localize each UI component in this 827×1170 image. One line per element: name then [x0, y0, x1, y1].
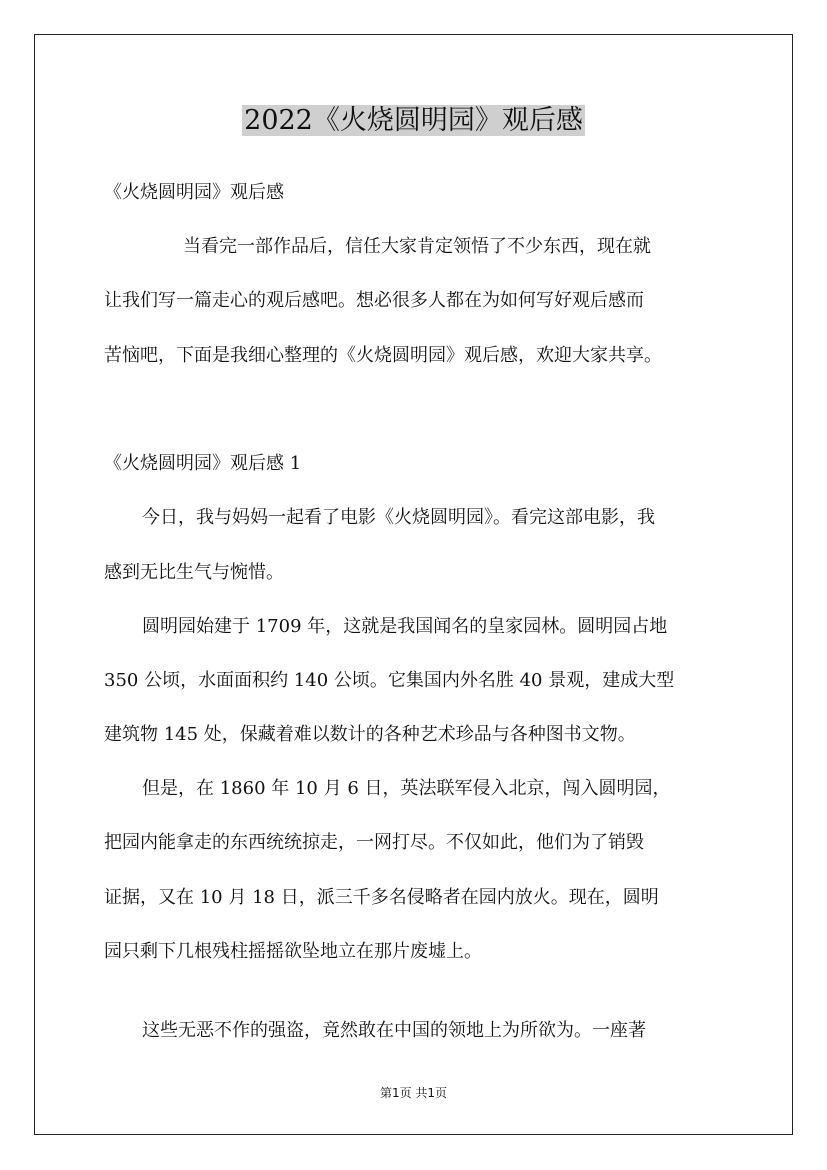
subtitle-line: 《火烧圆明园》观后感: [104, 182, 284, 203]
paragraph-line: 350 公顷，水面面积约 140 公顷。它集国内外名胜 40 景观，建成大型: [104, 670, 675, 691]
page-footer: 第1页 共1页: [379, 1086, 448, 1100]
section-heading: 《火烧圆明园》观后感 1: [104, 453, 302, 474]
paragraph-line: 让我们写一篇走心的观后感吧。想必很多人都在为如何写好观后感而: [104, 290, 644, 311]
paragraph-line: 苦恼吧，下面是我细心整理的《火烧圆明园》观后感，欢迎大家共享。: [104, 345, 662, 366]
paragraph-line: 圆明园始建于 1709 年，这就是我国闻名的皇家园林。圆明园占地: [142, 616, 668, 637]
paragraph-line: 这些无恶不作的强盗，竟然敢在中国的领地上为所欲为。一座著: [142, 1020, 646, 1041]
document-title-text: 2022《火烧圆明园》观后感: [244, 105, 583, 136]
paragraph-line: 证据，又在 10 月 18 日，派三千多名侵略者在园内放火。现在，圆明: [104, 887, 659, 908]
paragraph-line: 感到无比生气与惋惜。: [104, 562, 284, 583]
paragraph-line: 但是，在 1860 年 10 月 6 日，英法联军侵入北京，闯入圆明园，: [142, 778, 671, 799]
paragraph-line: 把园内能拿走的东西统统掠走，一网打尽。不仅如此，他们为了销毁: [104, 832, 644, 853]
paragraph-line: 建筑物 145 处，保藏着难以数计的各种艺术珍品与各种图书文物。: [104, 724, 636, 745]
paragraph-line: 园只剩下几根残柱摇摇欲坠地立在那片废墟上。: [104, 941, 482, 962]
document-title: [0, 100, 827, 142]
paragraph-line: 今日，我与妈妈一起看了电影《火烧圆明园》。看完这部电影，我: [142, 507, 655, 528]
paragraph-line: 当看完一部作品后，信任大家肯定领悟了不少东西，现在就: [183, 236, 651, 257]
